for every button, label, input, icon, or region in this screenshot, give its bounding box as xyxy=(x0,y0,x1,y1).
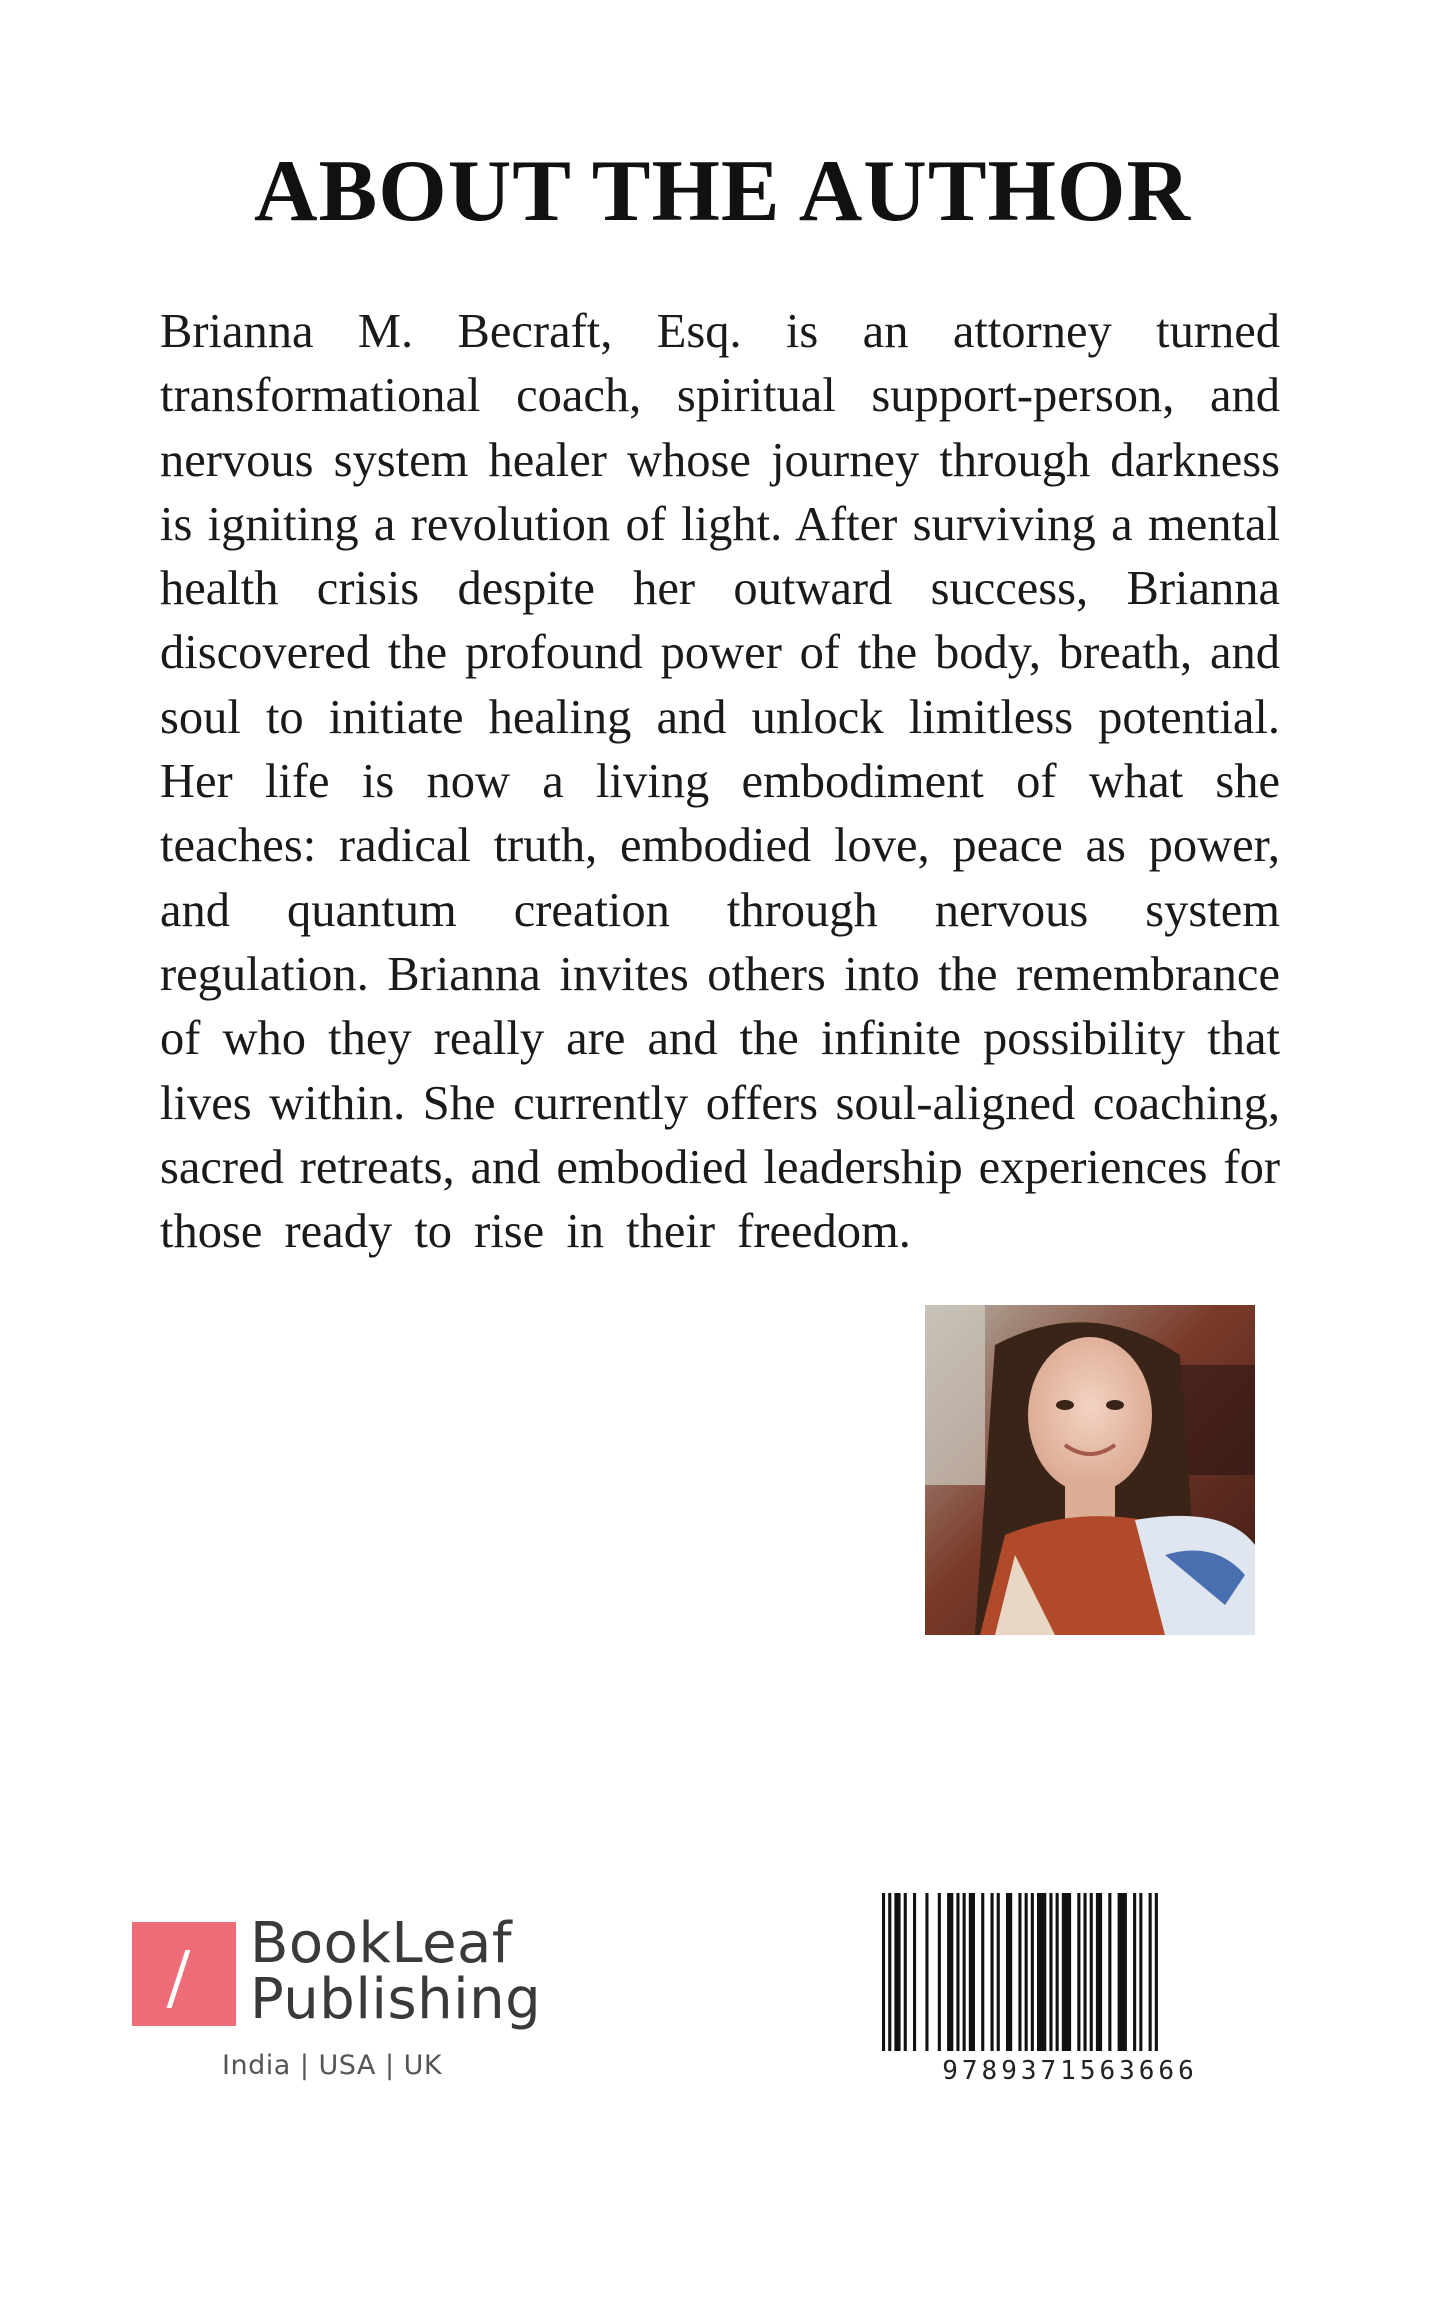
publisher-name-line1: BookLeaf xyxy=(250,1911,513,1976)
bio-line: nervous system healer whose journey through darkness xyxy=(160,433,1280,487)
slash-icon xyxy=(167,1950,191,2008)
author-portrait-icon xyxy=(925,1305,1255,1635)
publisher-regions: India | USA | UK xyxy=(222,2050,443,2081)
bio-line: teaches: radical truth, embodied love, peace as power, xyxy=(160,819,1280,873)
bio-line: regulation. Brianna invites others into the remembrance xyxy=(160,947,1280,1001)
bio-line: those ready to rise in their freedom. xyxy=(160,1205,911,1259)
bio-line: transformational coach, spiritual support-person, and xyxy=(160,369,1280,423)
bio-line: discovered the profound power of the body, breath, and xyxy=(160,626,1280,680)
barcode-icon xyxy=(880,1893,1260,2051)
bio-line: Brianna M. Becraft, Esq. is an attorney turned xyxy=(160,305,1280,358)
bio-line: and quantum creation through nervous system xyxy=(160,883,1280,937)
publisher-logo xyxy=(132,1911,572,2098)
bio-line: Her life is now a living embodiment of what she xyxy=(160,755,1280,809)
bio-line: soul to initiate healing and unlock limitless potential. xyxy=(160,690,1280,744)
publisher-name-line2: Publishing xyxy=(250,1967,542,2032)
author-bio xyxy=(160,300,1280,1264)
author-photo xyxy=(925,1305,1255,1635)
bio-line: lives within. She currently offers soul-aligned coaching, xyxy=(160,1076,1280,1130)
page-title: ABOUT THE AUTHOR xyxy=(254,143,1191,240)
isbn-number: 9789371563666 xyxy=(942,2056,1198,2086)
bio-line: health crisis despite her outward success, Brianna xyxy=(160,562,1280,616)
publisher-mark-icon xyxy=(132,1922,236,2026)
bio-line: of who they really are and the infinite possibility that xyxy=(160,1012,1280,1066)
bio-line: sacred retreats, and embodied leadership experiences for xyxy=(160,1140,1280,1194)
bio-line: is igniting a revolution of light. After surviving a mental xyxy=(160,497,1280,551)
